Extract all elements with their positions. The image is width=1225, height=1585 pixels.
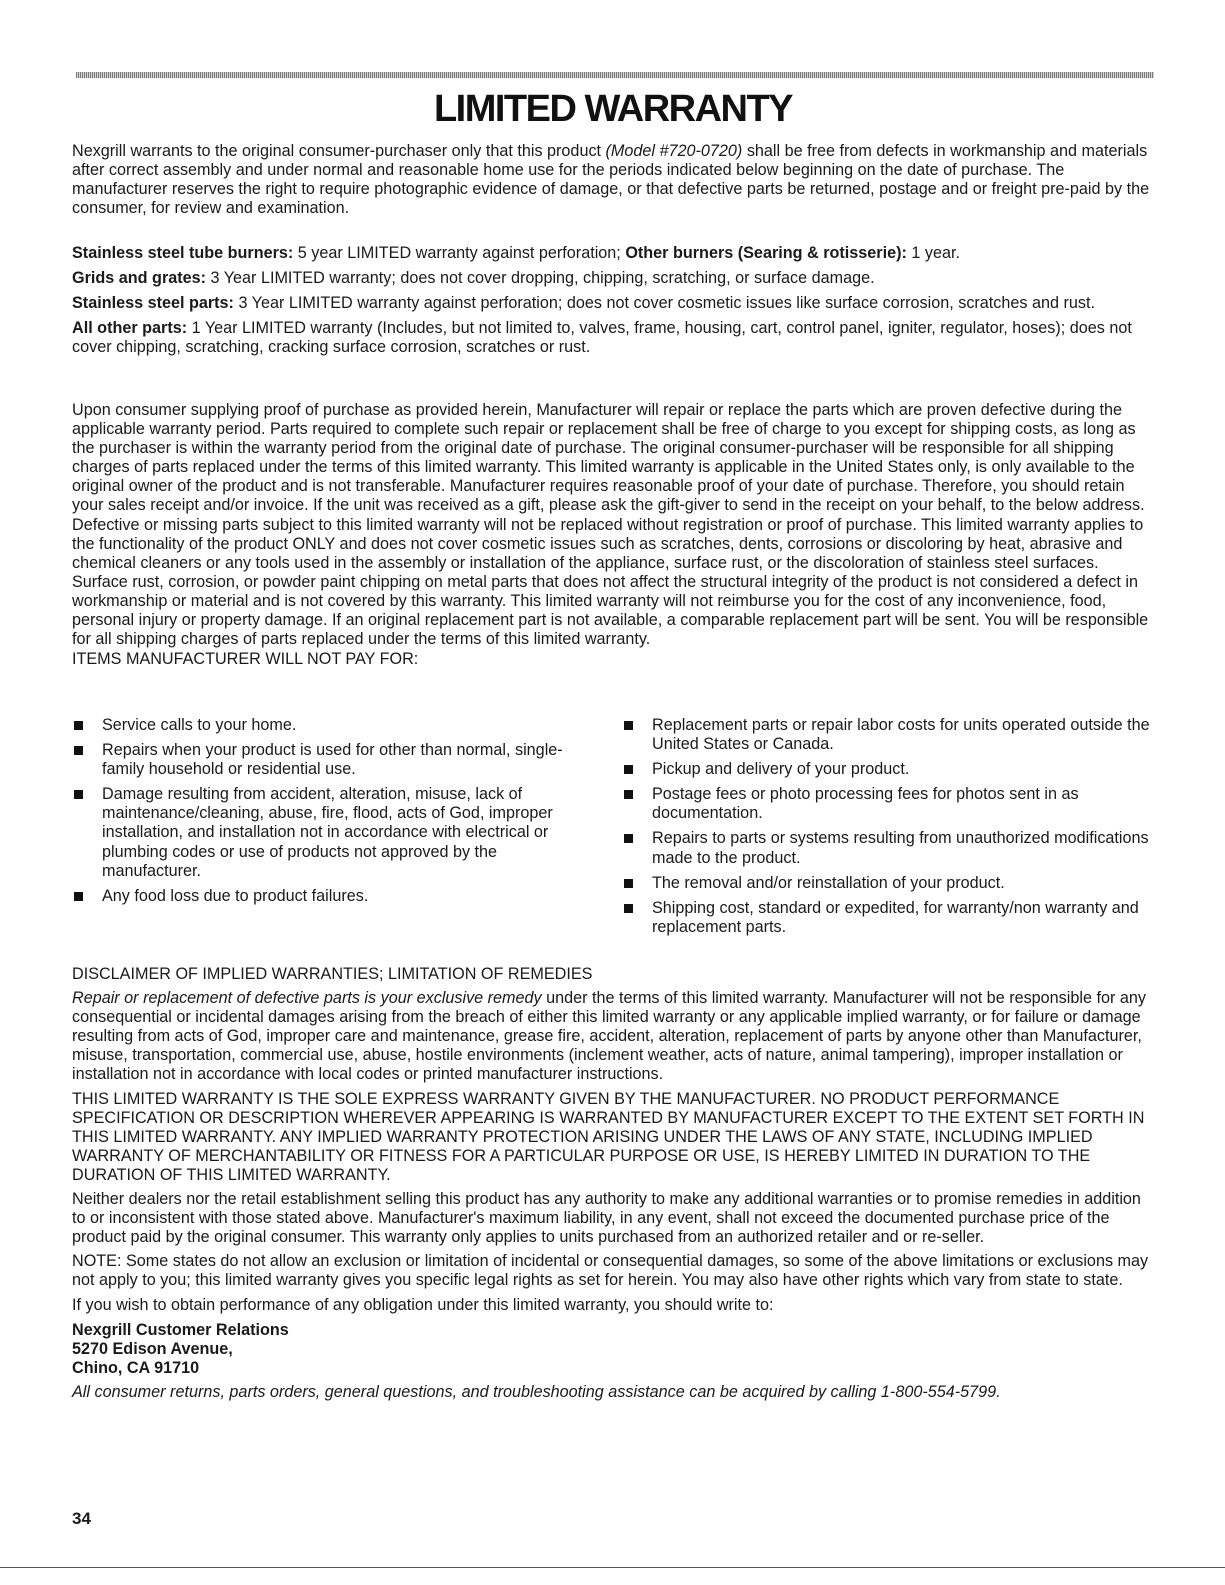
not-pay-list-left xyxy=(72,716,592,912)
bullet-square-icon xyxy=(74,746,83,755)
page-number: 34 xyxy=(72,1509,91,1528)
coverage-tube-text: 5 year LIMITED warranty against perforation; xyxy=(293,244,626,262)
list-item xyxy=(72,887,592,906)
exclusive-remedy-text: Repair or replacement of defective parts is your exclusive remedy xyxy=(72,989,542,1008)
bullet-square-icon xyxy=(624,721,633,730)
top-dotted-rule xyxy=(76,72,1154,78)
not-pay-heading: ITEMS MANUFACTURER WILL NOT PAY FOR: xyxy=(72,650,419,669)
coverage-other-burners-text: 1 year. xyxy=(906,244,960,262)
list-item xyxy=(72,716,592,735)
list-item-text: Service calls to your home. xyxy=(102,716,297,734)
coverage-other-burners-label: Other burners (Searing & rotisserie): xyxy=(625,244,907,262)
disclaimer-section xyxy=(72,965,1154,1402)
not-pay-list-right xyxy=(622,716,1154,943)
address-line-3: Chino, CA 91710 xyxy=(72,1358,200,1377)
address-line-1: Nexgrill Customer Relations xyxy=(72,1320,289,1339)
list-item-text: Repairs to parts or systems resulting from unauthorized modifications made to the product. xyxy=(652,829,1149,867)
intro-text-pre: Nexgrill warrants to the original consumer-purchaser only that this product xyxy=(72,142,606,160)
bullet-square-icon xyxy=(624,879,633,888)
list-item xyxy=(622,785,1154,823)
terms-section xyxy=(72,401,1154,669)
list-item-text: Damage resulting from accident, alteration, misuse, lack of maintenance/cleaning, abuse, fire, flood, acts of God, improper installation, and installation not in accordance with electrical or plumbing codes or use of products not approved by the manufacturer. xyxy=(102,785,553,880)
list-item-text: Shipping cost, standard or expedited, for warranty/non warranty and replacement parts. xyxy=(652,898,1139,936)
page-title: LIMITED WARRANTY xyxy=(433,88,793,130)
list-item xyxy=(622,716,1154,754)
write-to-paragraph: If you wish to obtain performance of any obligation under this limited warranty, you should write to: xyxy=(72,1295,774,1314)
list-item-text: Pickup and delivery of your product. xyxy=(652,760,910,779)
bullet-square-icon xyxy=(624,790,633,799)
note-paragraph: NOTE: Some states do not allow an exclusion or limitation of incidental or consequential damages, so some of the above limitations or exclusions may not apply to you; this limited warranty gives you specific legal rights as set for herein. You may also have other rights which vary from state to state. xyxy=(72,1252,1149,1290)
dealers-paragraph: Neither dealers nor the retail establishment selling this product has any authority to make any additional warranties or to promise remedies in addition to or inconsistent with those stated above. Manufacturer's maximum liability, in any event, shall not exceed the documented purchase price of the product paid by the original consumer. This warranty only applies to units purchased from an authorized retailer and or re-seller. xyxy=(72,1190,1141,1247)
list-item-text: Replacement parts or repair labor costs for units operated outside the United States or Canada. xyxy=(652,716,1150,754)
bullet-square-icon xyxy=(624,765,633,774)
contact-line: All consumer returns, parts orders, general questions, and troubleshooting assistance can be acquired by calling 1-800-554-5799. xyxy=(72,1382,1001,1401)
coverage-ss-parts-text: 3 Year LIMITED warranty against perforation; does not cover cosmetic issues like surface corrosion, scratches and rust. xyxy=(233,294,1095,313)
list-item xyxy=(622,899,1154,937)
coverage-all-other xyxy=(72,319,1154,357)
coverage-grids-label: Grids and grates: xyxy=(72,269,207,288)
bullet-square-icon xyxy=(74,721,83,730)
address-block xyxy=(72,1321,1154,1378)
bullet-square-icon xyxy=(74,892,83,901)
address-line-2: 5270 Edison Avenue, xyxy=(72,1339,233,1358)
bullet-square-icon xyxy=(74,790,83,799)
list-item xyxy=(72,785,592,880)
coverage-grids-text: 3 Year LIMITED warranty; does not cover dropping, chipping, scratching, or surface damage. xyxy=(206,269,875,288)
coverage-section xyxy=(72,244,1154,357)
list-item-text: Any food loss due to product failures. xyxy=(102,886,369,905)
coverage-all-other-label: All other parts: xyxy=(72,319,188,338)
intro-text-post: shall be free from defects in workmanship and materials after correct assembly and under normal and reasonable home use for the periods indicated below beginning on the date of purchase. The manufacturer reserves the right to require photographic evidence of damage, or that defective parts be returned, postage and or freight pre-paid by the consumer, for review and examination. xyxy=(72,142,1150,218)
coverage-burners xyxy=(72,244,1154,263)
terms-paragraph: Upon consumer supplying proof of purchase as provided herein, Manufacturer will repair or replace the parts which are proven defective during the applicable warranty period. Parts required to complete such repair or replacement shall be free of charge to you except for shipping costs, as long as the purchaser is within the warranty period from the original date of purchase. The original consumer-purchaser will be responsible for all shipping charges of parts replaced under the terms of this limited warranty. This limited warranty is applicable in the United States only, is only available to the original owner of the product and is not transferable. Manufacturer requires reasonable proof of your date of purchase. Therefore, you should retain your sales receipt and/or invoice. If the unit was received as a gift, please ask the gift-giver to send in the receipt on your behalf, to the below address. Defective or missing parts subject to this limited warranty will not be replaced without registration or proof of purchase. This limited warranty applies to the functionality of the product ONLY and does not cover cosmetic issues such as scratches, dents, corrosions or discoloring by heat, abrasive and chemical cleaners or any tools used in the assembly or installation of the appliance, surface rust, or the discoloration of stainless steel surfaces. Surface rust, corrosion, or powder paint chipping on metal parts that does not affect the structural integrity of the product is not considered a defect in workmanship or material and is not covered by this warranty. This limited warranty will not reimburse you for the cost of any inconvenience, food, personal injury or property damage. If an original replacement part is not available, a comparable replacement part will be sent. You will be responsible for all shipping charges of parts replaced under the terms of this limited warranty. xyxy=(72,401,1149,649)
list-item-text: Repairs when your product is used for other than normal, single-family household or residential use. xyxy=(102,741,563,779)
coverage-ss-parts xyxy=(72,294,1154,313)
disclaimer-heading: DISCLAIMER OF IMPLIED WARRANTIES; LIMITATION OF REMEDIES xyxy=(72,965,593,983)
intro-paragraph xyxy=(72,142,1154,218)
list-item-text: The removal and/or reinstallation of your product. xyxy=(652,873,1005,892)
bullet-square-icon xyxy=(624,904,633,913)
sole-warranty-paragraph: THIS LIMITED WARRANTY IS THE SOLE EXPRESS WARRANTY GIVEN BY THE MANUFACTURER. NO PRODUCT PERFORMANCE SPECIFICATION OR DESCRIPTION WHEREVER APPEARING IS WARRANTED BY MANUFACTURER EXCEPT TO THE EXTENT SET FORTH IN THIS LIMITED WARRANTY. ANY IMPLIED WARRANTY PROTECTION ARISING UNDER THE LAWS OF ANY STATE, INCLUDING IMPLIED WARRANTY OF MERCHANTABILITY OR FITNESS FOR A PARTICULAR PURPOSE OR USE, IS HEREBY LIMITED IN DURATION TO THE DURATION OF THIS LIMITED WARRANTY. xyxy=(72,1089,1145,1184)
coverage-all-other-text: 1 Year LIMITED warranty (Includes, but not limited to, valves, frame, housing, cart, control panel, igniter, regulator, hoses); does not cover chipping, scratching, cracking surface corrosion, scratches or rust. xyxy=(72,319,1132,357)
list-item xyxy=(622,874,1154,893)
coverage-grids xyxy=(72,269,1154,288)
list-item-text: Postage fees or photo processing fees for photos sent in as documentation. xyxy=(652,785,1079,823)
disclaimer-paragraph xyxy=(72,989,1154,1084)
bottom-rule xyxy=(0,1567,1225,1568)
model-number: (Model #720-0720) xyxy=(605,142,743,160)
list-item xyxy=(622,760,1154,779)
bullet-square-icon xyxy=(624,834,633,843)
list-item xyxy=(72,741,592,779)
list-item xyxy=(622,829,1154,867)
coverage-tube-label: Stainless steel tube burners: xyxy=(72,244,294,262)
coverage-ss-parts-label: Stainless steel parts: xyxy=(72,294,234,313)
disclaimer-rest-text: under the terms of this limited warranty. Manufacturer will not be responsible for any consequential or incidental damages arising from the breach of either this limited warranty or any applicable implied warranty, or for failure or damage resulting from acts of God, improper care and maintenance, grease fire, accident, alteration, replacement of parts by anyone other than Manufacturer, misuse, transportation, commercial use, abuse, hostile environments (inclement weather, acts of nature, animal tampering), improper installation or installation not in accordance with local codes or printed manufacturer instructions. xyxy=(72,989,1146,1084)
